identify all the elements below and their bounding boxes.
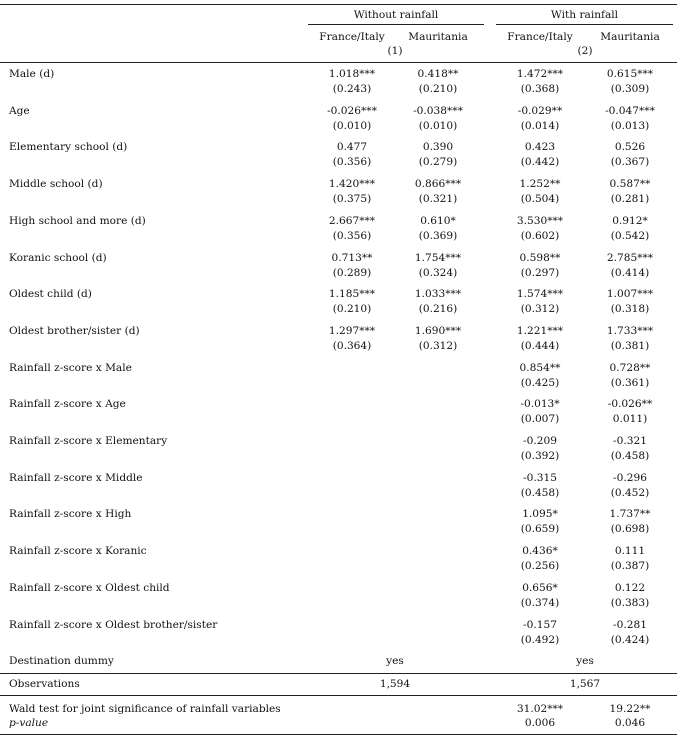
coefficient-cell: 0.587**: [609, 178, 651, 191]
coefficient-cell: 0.122: [614, 581, 646, 594]
coefficient-cell: 0.526: [614, 141, 646, 154]
coefficient-cell: -0.209: [523, 435, 557, 447]
coefficient-cell: 3.530***: [516, 214, 564, 227]
standard-error-cell: (0.542): [610, 229, 650, 242]
coefficient-cell: 1.737**: [609, 508, 651, 521]
standard-error-cell: (0.458): [520, 486, 560, 499]
standard-error-cell: (0.492): [520, 633, 560, 646]
coefficient-cell: 1.007***: [606, 288, 654, 301]
table-row: [0, 545, 679, 577]
group-underline-2: [496, 24, 673, 25]
group-header-without-rainfall: Without rainfall: [353, 9, 439, 21]
standard-error-cell: (0.383): [610, 596, 650, 609]
coefficient-cell: 0.866***: [414, 178, 462, 191]
standard-error-cell: (0.216): [418, 303, 458, 316]
row-label: High school and more (d): [9, 214, 146, 227]
standard-error-cell: (0.458): [610, 450, 650, 462]
standard-error-cell: (0.289): [332, 266, 372, 279]
table-row: [0, 619, 679, 651]
standard-error-cell: (0.659): [520, 523, 560, 536]
table-row: [0, 435, 679, 467]
coefficient-cell: 2.667***: [328, 214, 376, 227]
table-row: [0, 215, 679, 247]
observations-m1: 1,594: [379, 678, 411, 690]
standard-error-cell: (0.369): [418, 229, 458, 242]
coefficient-cell: 1.095*: [522, 508, 558, 521]
standard-error-cell: (0.504): [520, 193, 560, 206]
standard-error-cell: (0.367): [610, 156, 650, 169]
row-label: Age: [9, 104, 30, 117]
coefficient-cell: -0.038***: [413, 104, 463, 117]
coefficient-cell: 1.690***: [414, 324, 462, 337]
row-label: Rainfall z-score x Age: [9, 398, 126, 411]
model-number-1: (1): [387, 45, 403, 57]
coefficient-cell: 1.472***: [516, 68, 564, 80]
coefficient-cell: 2.785***: [606, 251, 654, 264]
standard-error-cell: (0.279): [418, 156, 458, 169]
coefficient-cell: 1.221***: [516, 324, 564, 337]
standard-error-cell: (0.318): [610, 303, 650, 316]
coefficient-cell: -0.157: [523, 618, 557, 631]
coefficient-cell: 0.390: [422, 141, 454, 154]
table-row: [0, 68, 679, 100]
wald-stat-2: 19.22**: [609, 703, 651, 715]
standard-error-cell: (0.210): [332, 303, 372, 316]
row-label: Oldest brother/sister (d): [9, 324, 140, 337]
table-row: [0, 141, 679, 173]
destination-m1: yes: [386, 655, 404, 667]
coefficient-cell: -0.281: [613, 618, 647, 631]
coefficient-cell: 0.418**: [417, 68, 459, 80]
standard-error-cell: 0.011): [612, 413, 648, 426]
standard-error-cell: (0.414): [610, 266, 650, 279]
header-rule: [0, 62, 677, 63]
standard-error-cell: (0.356): [332, 229, 372, 242]
wald-stat-1: 31.02***: [516, 703, 564, 715]
coefficient-cell: 0.713**: [331, 251, 373, 264]
pvalue-2: 0.046: [614, 717, 646, 729]
observations-label: Observations: [9, 678, 80, 690]
table-row: [0, 362, 679, 394]
standard-error-cell: (0.297): [520, 266, 560, 279]
bottom-rule: [0, 734, 677, 735]
standard-error-cell: (0.013): [610, 119, 650, 132]
standard-error-cell: (0.361): [610, 376, 650, 389]
table-row: [0, 508, 679, 540]
coefficient-cell: 0.615***: [606, 68, 654, 80]
table-row: [0, 178, 679, 210]
coefficient-cell: 0.436*: [522, 545, 558, 558]
top-rule: [0, 4, 677, 5]
standard-error-cell: (0.356): [332, 156, 372, 169]
model-number-2: (2): [577, 45, 593, 57]
coefficient-cell: 0.656*: [522, 581, 558, 594]
coefficient-cell: 1.297***: [328, 324, 376, 337]
row-label: Middle school (d): [9, 178, 103, 191]
table-row: [0, 398, 679, 430]
group-header-with-rainfall: With rainfall: [550, 9, 619, 21]
standard-error-cell: (0.444): [520, 339, 560, 352]
row-label: Rainfall z-score x High: [9, 508, 132, 521]
coefficient-cell: 0.477: [336, 141, 368, 154]
standard-error-cell: (0.321): [418, 193, 458, 206]
coefficient-cell: 0.912*: [612, 214, 648, 227]
coefficient-cell: 0.598**: [519, 251, 561, 264]
standard-error-cell: (0.368): [520, 83, 560, 95]
coefficient-cell: 1.252**: [519, 178, 561, 191]
standard-error-cell: (0.424): [610, 633, 650, 646]
standard-error-cell: (0.602): [520, 229, 560, 242]
col-header-mauritania-1: Mauritania: [408, 31, 468, 43]
coefficient-cell: 0.111: [614, 545, 646, 558]
observations-m2: 1,567: [569, 678, 601, 690]
row-label: Rainfall z-score x Middle: [9, 471, 143, 484]
standard-error-cell: (0.425): [520, 376, 560, 389]
standard-error-cell: (0.392): [520, 450, 560, 462]
row-label: Koranic school (d): [9, 251, 107, 264]
table-row: [0, 252, 679, 284]
coefficient-cell: 1.018***: [328, 68, 376, 80]
standard-error-cell: (0.374): [520, 596, 560, 609]
table-row: [0, 105, 679, 137]
wald-label: Wald test for joint significance of rainfall variables: [9, 703, 281, 715]
standard-error-cell: (0.014): [520, 119, 560, 132]
row-label: Rainfall z-score x Koranic: [9, 545, 147, 558]
standard-error-cell: (0.324): [418, 266, 458, 279]
standard-error-cell: (0.281): [610, 193, 650, 206]
group-underline-1: [308, 24, 484, 25]
coefficient-cell: 1.185***: [328, 288, 376, 301]
coefficient-cell: 0.423: [524, 141, 556, 154]
coefficient-cell: -0.315: [523, 471, 557, 484]
coefficient-cell: 1.574***: [516, 288, 564, 301]
coefficient-cell: 1.420***: [328, 178, 376, 191]
destination-m2: yes: [576, 655, 594, 667]
standard-error-cell: (0.312): [520, 303, 560, 316]
row-label: Male (d): [9, 68, 55, 80]
standard-error-cell: (0.698): [610, 523, 650, 536]
standard-error-cell: (0.210): [418, 83, 458, 95]
coefficient-cell: -0.321: [613, 435, 647, 447]
pvalue-1: 0.006: [524, 717, 556, 729]
coefficient-cell: -0.047***: [605, 104, 655, 117]
col-header-france-italy-1: France/Italy: [319, 31, 385, 43]
pvalue-label: p-value: [9, 717, 49, 729]
table-row: [0, 582, 679, 614]
row-label: Elementary school (d): [9, 141, 128, 154]
row-label: Rainfall z-score x Male: [9, 361, 132, 374]
coefficient-cell: 0.854**: [519, 361, 561, 374]
coefficient-cell: 1.733***: [606, 324, 654, 337]
coefficient-cell: -0.013*: [520, 398, 560, 411]
coefficient-cell: 0.728**: [609, 361, 651, 374]
coefficient-cell: -0.026**: [607, 398, 653, 411]
standard-error-cell: (0.007): [520, 413, 560, 426]
standard-error-cell: (0.387): [610, 560, 650, 573]
standard-error-cell: (0.010): [332, 119, 372, 132]
row-label: Rainfall z-score x Elementary: [9, 435, 168, 447]
standard-error-cell: (0.010): [418, 119, 458, 132]
table-row: [0, 325, 679, 357]
destination-label: Destination dummy: [9, 655, 114, 667]
standard-error-cell: (0.375): [332, 193, 372, 206]
table-row: [0, 472, 679, 504]
row-label: Rainfall z-score x Oldest child: [9, 581, 170, 594]
standard-error-cell: (0.256): [520, 560, 560, 573]
standard-error-cell: (0.312): [418, 339, 458, 352]
coefficient-cell: -0.029**: [517, 104, 563, 117]
standard-error-cell: (0.381): [610, 339, 650, 352]
standard-error-cell: (0.243): [332, 83, 372, 95]
table-row: [0, 288, 679, 320]
destination-rule: [0, 673, 677, 674]
observations-rule: [0, 695, 677, 696]
coefficient-cell: 0.610*: [420, 214, 456, 227]
coefficient-cell: 1.033***: [414, 288, 462, 301]
standard-error-cell: (0.309): [610, 83, 650, 95]
standard-error-cell: (0.452): [610, 486, 650, 499]
row-label: Rainfall z-score x Oldest brother/sister: [9, 618, 218, 631]
coefficient-cell: -0.296: [613, 471, 647, 484]
col-header-mauritania-2: Mauritania: [600, 31, 660, 43]
coefficient-cell: -0.026***: [327, 104, 377, 117]
col-header-france-italy-2: France/Italy: [507, 31, 573, 43]
standard-error-cell: (0.442): [520, 156, 560, 169]
row-label: Oldest child (d): [9, 288, 92, 301]
coefficient-cell: 1.754***: [414, 251, 462, 264]
standard-error-cell: (0.364): [332, 339, 372, 352]
